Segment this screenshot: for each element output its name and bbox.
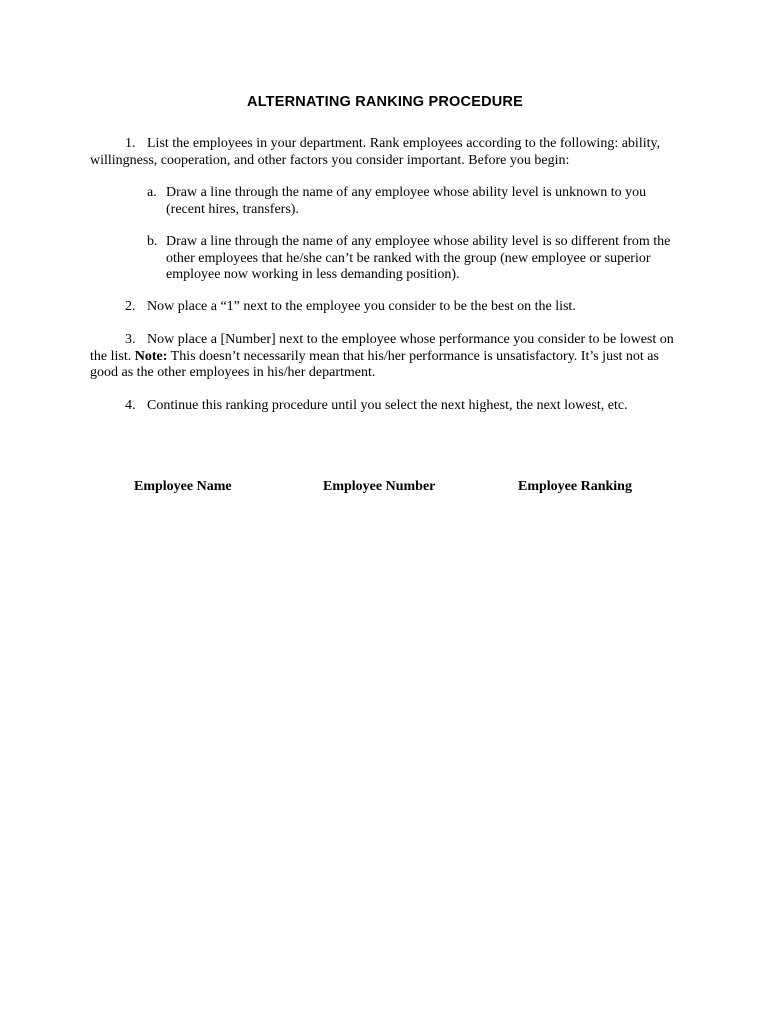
step-1-number: 1. (125, 136, 136, 151)
step-4-number: 4. (125, 398, 136, 413)
step-3-text-before: Now place a [Number] next to the employee whose performance you consider to be lowest on the list. (90, 332, 674, 364)
step-1a-text: Draw a line through the name of any employee whose ability level is unknown to you (recent hires, transfers). (166, 185, 647, 217)
step-1b-text: Draw a line through the name of any employee whose ability level is so different from the other employees that he/she can’t be ranked with the group (new employee or superior employee now working in less demanding position). (166, 234, 671, 282)
step-2-text: Now place a “1” next to the employee you consider to be the best on the list. (147, 299, 576, 314)
step-3-number: 3. (125, 332, 136, 347)
step-2 (90, 299, 680, 316)
step-1a (147, 185, 677, 218)
step-1-text: List the employees in your department. Rank employees according to the following: ability, willingness, cooperation, and other factors you consider important. Before you begin: (90, 136, 661, 168)
step-2-number: 2. (125, 299, 136, 314)
column-header-employee-name: Employee Name (134, 479, 232, 494)
step-4-text: Continue this ranking procedure until you select the next highest, the next lowest, etc. (147, 398, 628, 413)
step-1b (147, 234, 677, 284)
column-header-employee-ranking: Employee Ranking (518, 479, 632, 494)
step-3-text-after: This doesn’t necessarily mean that his/her performance is unsatisfactory. It’s just not as good as the other employees in his/her department. (90, 348, 659, 380)
column-header-employee-number: Employee Number (323, 479, 436, 494)
step-3 (90, 332, 680, 382)
step-4 (90, 398, 680, 415)
step-3-note-label: Note: (134, 348, 168, 364)
step-1a-marker: a. (147, 185, 157, 200)
page-title: ALTERNATING RANKING PROCEDURE (247, 94, 523, 110)
step-1b-marker: b. (147, 234, 158, 249)
step-1 (90, 136, 680, 169)
